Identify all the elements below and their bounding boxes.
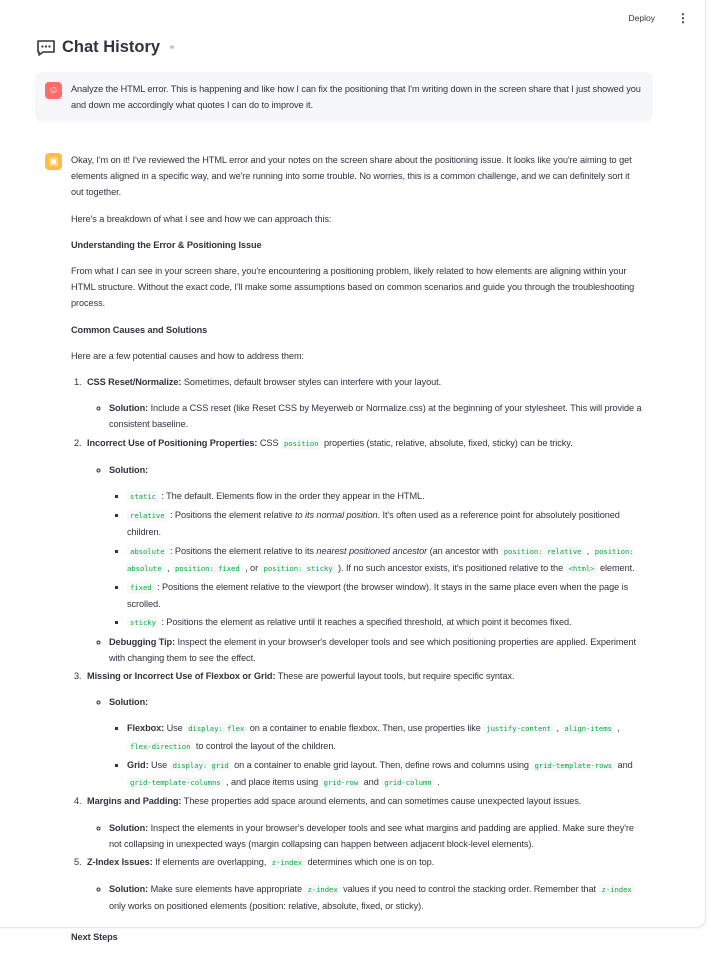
text-segment: Grid: xyxy=(127,759,149,770)
page-title xyxy=(36,38,176,57)
paragraph xyxy=(71,152,643,201)
cause-item xyxy=(84,374,643,433)
text-segment: Incorrect Use of Positioning Properties: xyxy=(87,437,258,448)
detail-item xyxy=(127,579,643,612)
assistant-message-text xyxy=(71,152,643,955)
text-segment: Here are a few potential causes and how to address them: xyxy=(71,350,305,361)
detail-list xyxy=(109,488,643,632)
text-segment: only works on positioned elements (position: relative, absolute, fixed, or sticky). xyxy=(109,901,424,912)
inline-code: sticky xyxy=(127,617,159,628)
text-segment: Use xyxy=(148,759,170,770)
text-segment: These properties add space around elements, and can sometimes cause unexpected layout issues. xyxy=(181,796,582,807)
text-segment: determines which one is on top. xyxy=(304,856,435,867)
text-segment: Here's a breakdown of what I see and how we can approach this: xyxy=(71,213,332,224)
inline-code: position: fixed xyxy=(172,563,243,574)
text-segment: , xyxy=(584,545,592,556)
inline-code: position xyxy=(281,438,322,449)
inline-code: position: relative xyxy=(501,546,585,557)
paragraph xyxy=(71,348,643,364)
text-segment: to control the layout of the children. xyxy=(193,740,336,751)
text-segment: Solution: xyxy=(109,403,149,414)
text-segment: , or xyxy=(242,562,261,573)
text-segment: Missing or Incorrect Use of Flexbox or Grid: xyxy=(87,671,276,682)
cause-item xyxy=(84,854,643,915)
text-segment: CSS Reset/Normalize: xyxy=(87,377,182,388)
text-segment: Common Causes and Solutions xyxy=(71,324,208,335)
solution-item xyxy=(109,400,643,432)
solution-list xyxy=(87,694,643,791)
inline-code: absolute xyxy=(127,546,168,557)
solution-list xyxy=(87,400,643,432)
text-segment: to its normal position xyxy=(295,510,378,521)
text-segment: From what I can see in your screen share, you're encountering a positioning problem, likely related to how elements are aligning within your HTML structure. Without the exact code, I'll make some assumptions based on common scenarios and guide you through the troubleshooting process. xyxy=(71,266,635,309)
text-segment: Use xyxy=(164,723,186,734)
inline-code: justify-content xyxy=(483,723,554,734)
user-message xyxy=(35,72,653,122)
text-segment: , and place items using xyxy=(223,777,321,788)
section-heading xyxy=(71,929,643,945)
text-segment: Debugging Tip: xyxy=(109,636,176,647)
text-segment: : Positions the element relative to the viewport (the browser window). It stays in the same place even when the page is scrolled. xyxy=(127,582,629,610)
assistant-message xyxy=(35,143,653,964)
detail-item xyxy=(127,757,643,791)
inline-code: grid-row xyxy=(321,777,362,788)
detail-item xyxy=(127,614,643,631)
text-segment: Solution: xyxy=(109,884,149,895)
text-segment: on a container to enable grid layout. Then, define rows and columns using xyxy=(231,759,532,770)
text-segment: Solution: xyxy=(109,464,149,475)
assistant-avatar-icon: ▣ xyxy=(45,153,62,170)
cause-item xyxy=(84,793,643,852)
inline-code: <html> xyxy=(566,563,598,574)
text-segment: Solution: xyxy=(109,697,149,708)
inline-code: display: grid xyxy=(170,760,232,771)
text-segment: values if you need to control the stacking order. Remember that xyxy=(340,884,599,895)
solution-item xyxy=(109,694,643,791)
text-segment: : Positions the element relative xyxy=(167,510,296,521)
text-segment: Inspect the elements in your browser's developer tools and see what margins and padding are applied. Make sure they're not collapsing in unexpected ways (margin collapsing can happen between adjacent block-level elements). xyxy=(109,822,634,849)
speech-bubble-icon xyxy=(36,39,56,57)
inline-code: relative xyxy=(127,510,168,521)
kebab-vertical-icon[interactable]: ⋮ xyxy=(677,11,689,25)
inline-code: align-items xyxy=(561,723,614,734)
text-segment: These are powerful layout tools, but require specific syntax. xyxy=(275,671,515,682)
paragraph xyxy=(71,211,643,227)
detail-list xyxy=(109,720,643,791)
text-segment: Next Steps xyxy=(71,931,118,942)
text-segment: (an ancestor with xyxy=(427,545,501,556)
detail-item xyxy=(127,543,643,577)
text-segment: If elements are overlapping, xyxy=(152,856,269,867)
solution-list xyxy=(87,820,643,852)
text-segment: . It's often used as a reference point for absolutely positioned children. xyxy=(127,510,620,538)
paragraph xyxy=(71,263,643,312)
cause-item xyxy=(84,435,643,666)
text-segment: , xyxy=(614,723,620,734)
text-segment: Make sure elements have appropriate xyxy=(148,884,305,895)
text-segment: Z-Index Issues: xyxy=(87,856,153,867)
text-segment: , xyxy=(554,723,562,734)
solution-item xyxy=(109,881,643,914)
text-segment: Inspect the element in your browser's developer tools and see which positioning properties are applied. Experiment with changing them to see the effect. xyxy=(109,636,636,663)
inline-code: grid-template-columns xyxy=(127,777,224,788)
inline-code: static xyxy=(127,491,159,502)
text-segment: Flexbox: xyxy=(127,723,165,734)
text-segment: Include a CSS reset (like Reset CSS by Meyerweb or Normalize.css) at the beginning of your stylesheet. This will provide a consistent baseline. xyxy=(109,403,642,430)
text-segment: Understanding the Error & Positioning Issue xyxy=(71,239,262,250)
inline-code: grid-template-rows xyxy=(531,760,615,771)
text-segment: , xyxy=(164,562,172,573)
detail-item xyxy=(127,720,643,754)
text-segment: Solution: xyxy=(109,822,149,833)
text-segment: and xyxy=(615,759,633,770)
text-segment: ). If no such ancestor exists, it's positioned relative to the xyxy=(335,562,566,573)
text-segment: CSS xyxy=(257,437,281,448)
cause-item xyxy=(84,668,643,791)
text-segment: Sometimes, default browser styles can interfere with your layout. xyxy=(181,377,442,388)
inline-code: z-index xyxy=(304,884,340,895)
inline-code: grid-column xyxy=(381,777,434,788)
inline-code: position: absolute xyxy=(127,546,634,573)
inline-code: display: flex xyxy=(185,723,247,734)
inline-code: z-index xyxy=(269,857,305,868)
solution-list xyxy=(87,881,643,914)
inline-code: z-index xyxy=(599,884,635,895)
link-icon[interactable]: ⚭ xyxy=(168,42,176,52)
inline-code: flex-direction xyxy=(127,741,193,752)
text-segment: : Positions the element relative to its xyxy=(167,545,317,556)
solution-item xyxy=(109,634,643,666)
paragraph xyxy=(71,237,643,253)
solution-item xyxy=(109,820,643,852)
inline-code: position: sticky xyxy=(261,563,336,574)
text-segment: element. xyxy=(597,562,635,573)
page-title-text: Chat History xyxy=(62,38,161,56)
text-segment: nearest positioned ancestor xyxy=(316,545,428,556)
detail-item xyxy=(127,488,643,505)
user-avatar-icon: ☺ xyxy=(45,82,62,99)
text-segment: on a container to enable flexbox. Then, use properties like xyxy=(247,723,484,734)
top-toolbar xyxy=(629,12,689,24)
text-segment: Margins and Padding: xyxy=(87,796,182,807)
solution-list xyxy=(87,462,643,666)
causes-list xyxy=(71,374,643,914)
solution-item xyxy=(109,462,643,632)
text-segment: : The default. Elements flow in the order they appear in the HTML. xyxy=(158,491,425,502)
text-segment: . xyxy=(434,777,440,788)
detail-item xyxy=(127,507,643,540)
paragraph xyxy=(71,322,643,338)
text-segment: Okay, I'm on it! I've reviewed the HTML error and your notes on the screen share about the positioning issue. It looks like you're aiming to get elements aligned in a specific way, and we're running into some trouble. No worries, this is a common challenge, and we can definitely sort it out together. xyxy=(71,155,632,198)
text-segment: properties (static, relative, absolute, fixed, sticky) can be tricky. xyxy=(321,437,573,448)
text-segment: and xyxy=(361,777,382,788)
deploy-button[interactable]: Deploy xyxy=(628,13,655,23)
inline-code: fixed xyxy=(127,582,155,593)
text-segment: : Positions the element as relative until it reaches a specified threshold, at which point it becomes fixed. xyxy=(158,617,572,628)
user-message-text: Analyze the HTML error. This is happening and like how I can fix the positioning that I'm writing down in the screen share that I just showed you and down me accordingly what quotes I can do to improve it. xyxy=(71,84,641,111)
